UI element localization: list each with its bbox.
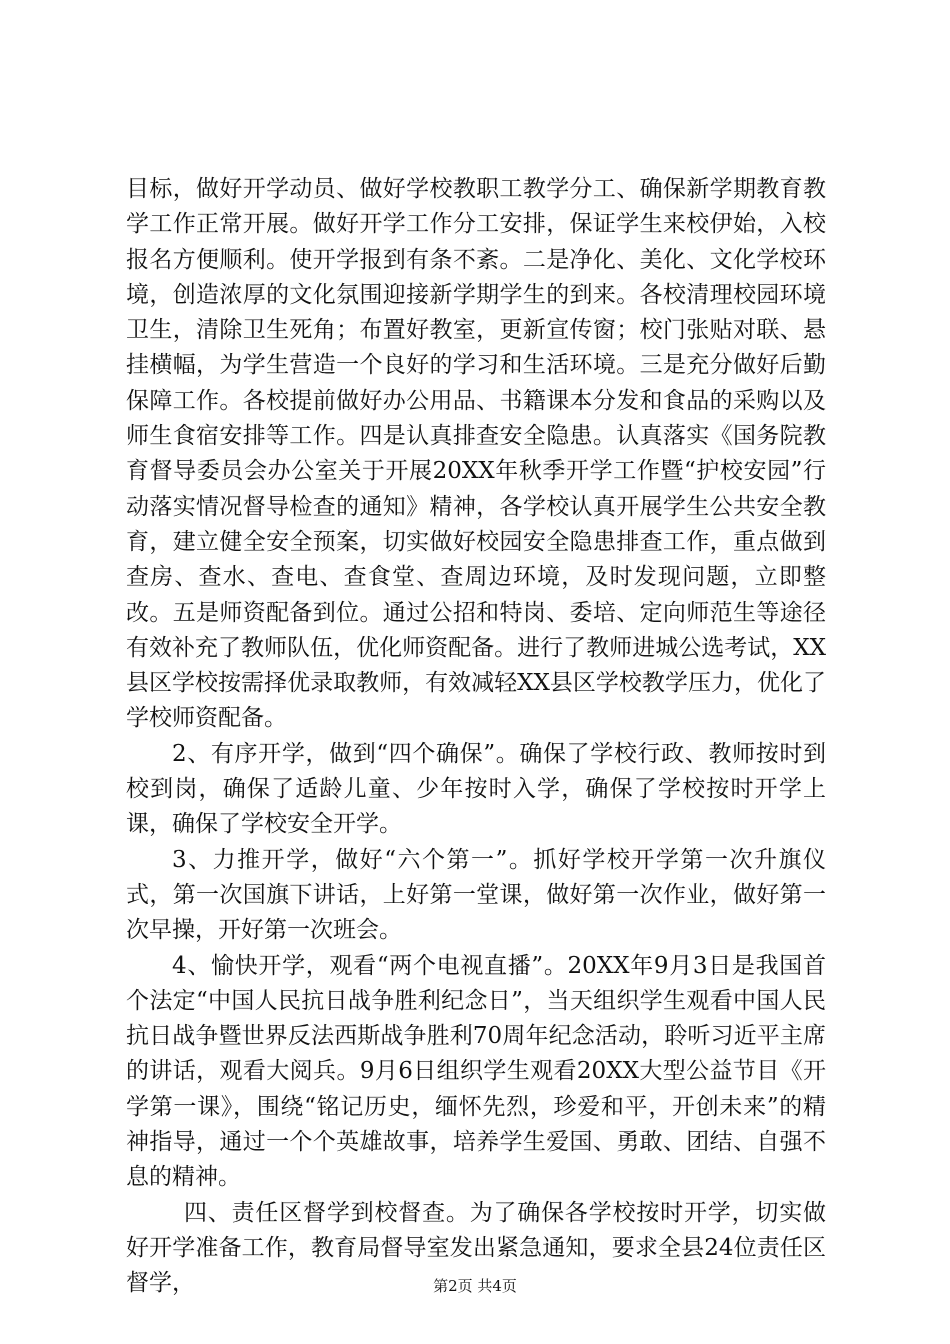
document-body: [126, 172, 826, 1302]
paragraph-section-4: 四、责任区督学到校督查。为了确保各学校按时开学，切实做好开学准备工作，教育局督导室发出紧急通知，要求全县24位责任区督学，: [126, 1199, 826, 1297]
page-footer: 第2页 共4页: [433, 1277, 517, 1295]
paragraph-continuation: 目标，做好开学动员、做好学校教职工教学分工、确保新学期教育教学工作正常开展。做好开学工作分工安排，保证学生来校伊始，入校报名方便顺利。使开学报到有条不紊。二是净化、美化、文化学校环境，创造浓厚的文化氛围迎接新学期学生的到来。各校清理校园环境卫生，清除卫生死角；布置好教室，更新宣传窗；校门张贴对联、悬挂横幅，为学生营造一个良好的学习和生活环境。三是充分做好后勤保障工作。各校提前做好办公用品、书籍课本分发和食品的采购以及师生食宿安排等工作。四是认真排查安全隐患。认真落实《国务院教育督导委员会办公室关于开展20XX年秋季开学工作暨“护校安园”行动落实情况督导检查的通知》精神，各学校认真开展学生公共安全教育，建立健全安全预案，切实做好校园安全隐患排查工作，重点做到查房、查水、查电、查食堂、查周边环境，及时发现问题，立即整改。五是师资配备到位。通过公招和特岗、委培、定向师范生等途径有效补充了教师队伍，优化师资配备。进行了教师进城公选考试，XX县区学校按需择优录取教师，有效减轻XX县区学校教学压力，优化了学校师资配备。: [126, 176, 826, 732]
paragraph-item-3: 3、力推开学，做好“六个第一”。抓好学校开学第一次升旗仪式，第一次国旗下讲话，上好第一堂课，做好第一次作业，做好第一次早操，开好第一次班会。: [126, 846, 826, 944]
paragraph-item-2: 2、有序开学，做到“四个确保”。确保了学校行政、教师按时到校到岗，确保了适龄儿童、少年按时入学，确保了学校按时开学上课，确保了学校安全开学。: [126, 740, 826, 838]
paragraph-item-4: 4、愉快开学，观看“两个电视直播”。20XX年9月3日是我国首个法定“中国人民抗日战争胜利纪念日”，当天组织学生观看中国人民抗日战争暨世界反法西斯战争胜利70周年纪念活动，聆听习近平主席的讲话，观看大阅兵。9月6日组织学生观看20XX大型公益节目《开学第一课》，围绕“铭记历史，缅怀先烈，珍爱和平，开创未来”的精神指导，通过一个个英雄故事，培养学生爱国、勇敢、团结、自强不息的精神。: [126, 952, 826, 1191]
